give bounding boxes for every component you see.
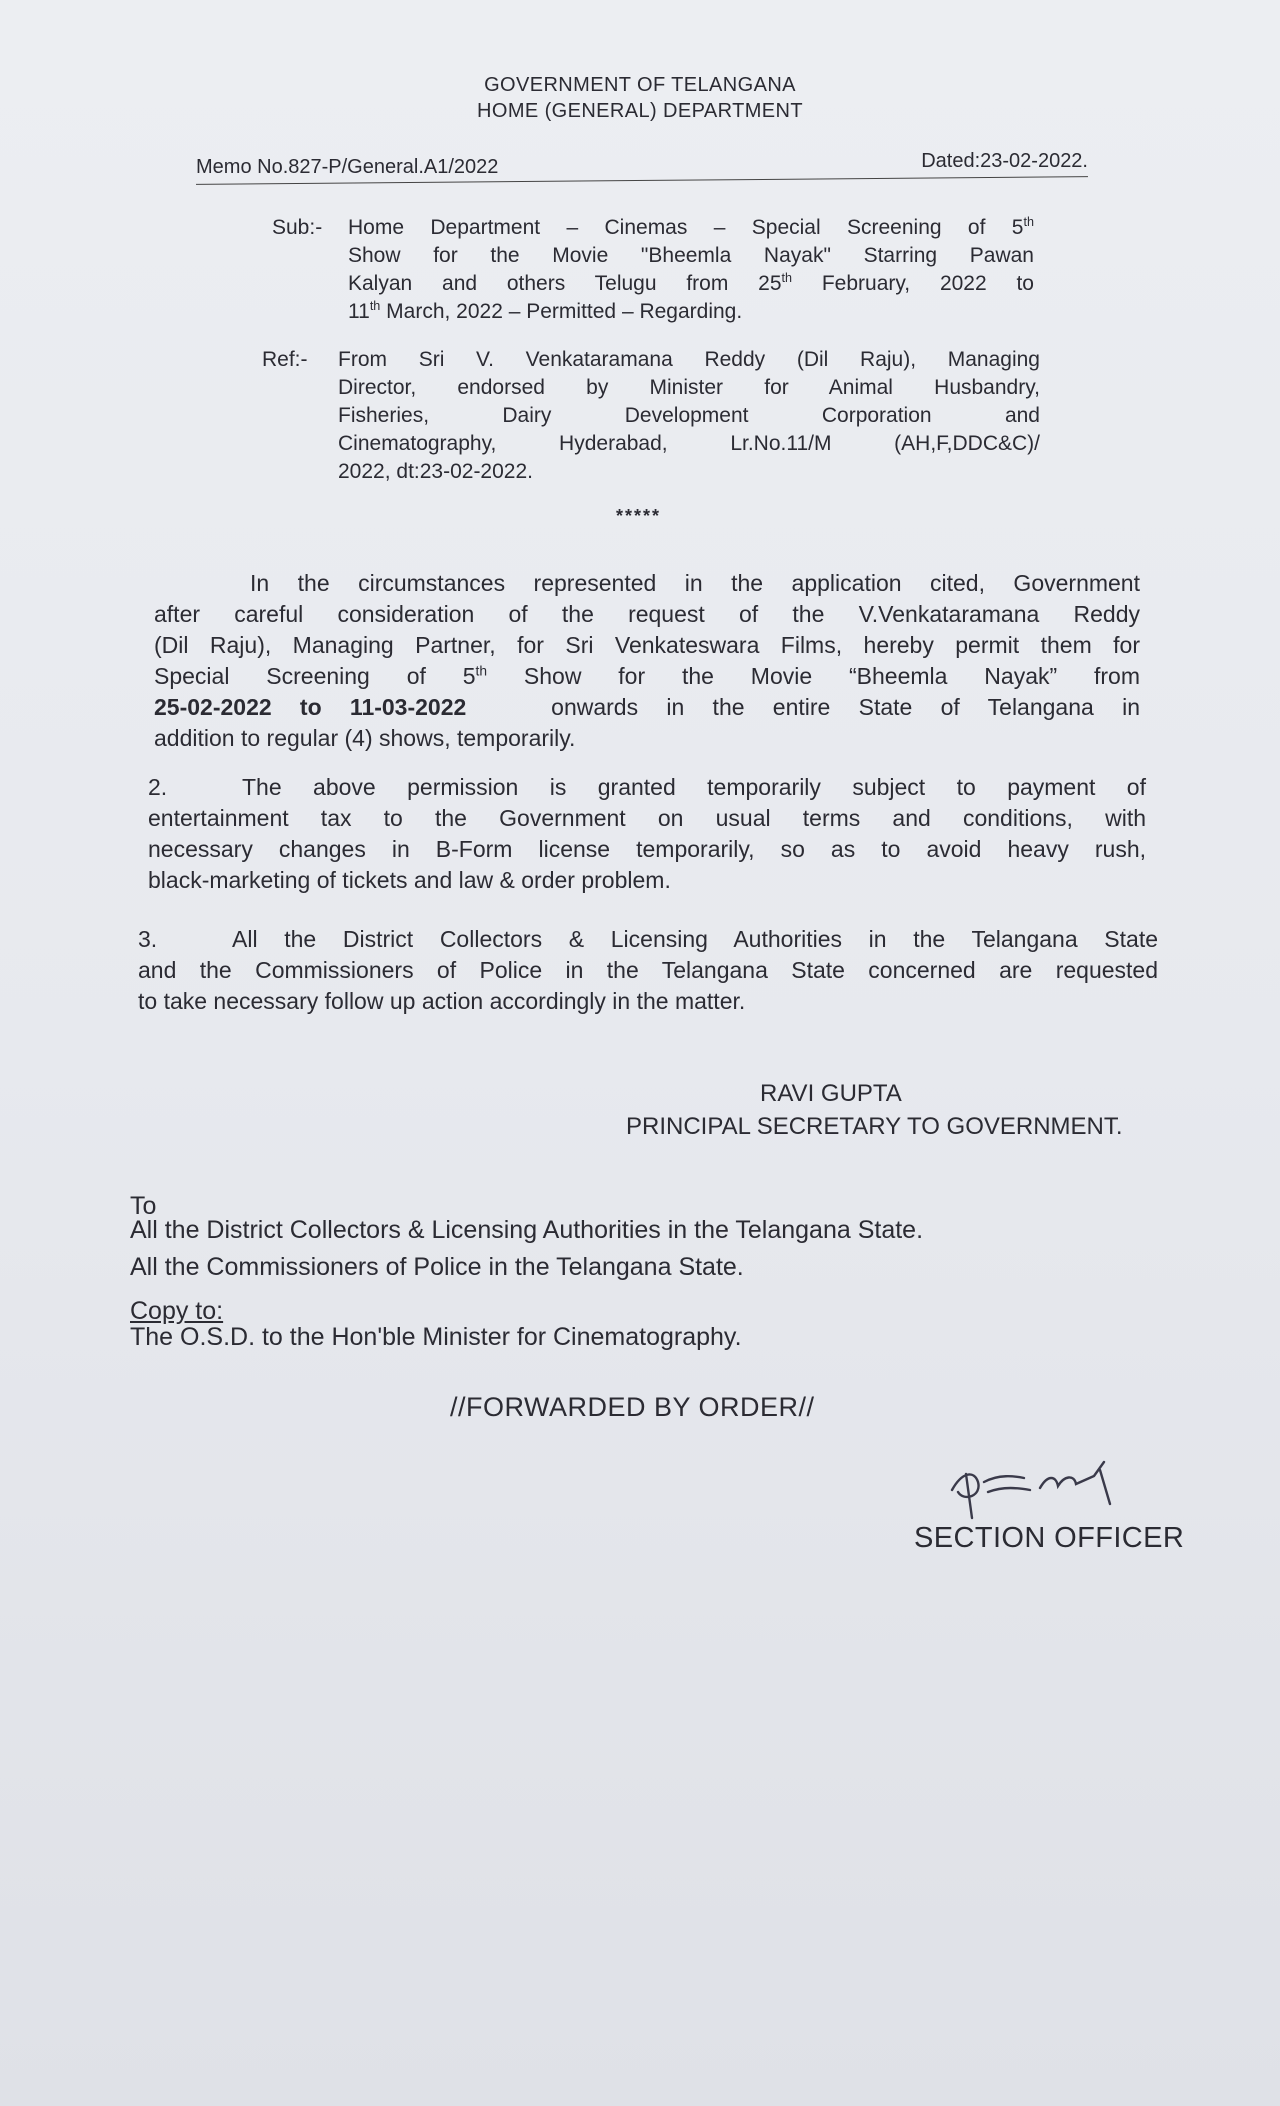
para2-line-4: black-marketing of tickets and law & order problem. (148, 867, 671, 893)
handwritten-signature (944, 1452, 1144, 1522)
para1-line-1: In the circumstances represented in the application cited, Government (250, 570, 1140, 596)
reference-block (262, 346, 1040, 486)
subject-line-4: 11th March, 2022 – Permitted – Regarding. (348, 299, 743, 323)
para3-line-2: and the Commissioners of Police in the Telangana State concerned are requested (138, 957, 1158, 983)
para2-line-3: necessary changes in B-Form license temporarily, so as to avoid heavy rush, (148, 836, 1146, 862)
signatory-name: RAVI GUPTA (760, 1080, 902, 1107)
subject-line-1: Home Department – Cinemas – Special Screening of 5th (348, 215, 1034, 239)
subject-line (348, 270, 1034, 298)
addressee-collectors: All the District Collectors & Licensing Authorities in the Telangana State. (130, 1216, 924, 1244)
signatory-designation: PRINCIPAL SECRETARY TO GOVERNMENT. (626, 1113, 1123, 1140)
forwarded-by-order: //FORWARDED BY ORDER// (450, 1392, 815, 1422)
addressee-police: All the Commissioners of Police in the Telangana State. (130, 1253, 744, 1281)
subject-line-3: Kalyan and others Telugu from 25th February, 2022 to (348, 271, 1034, 295)
to-label: To (130, 1192, 157, 1220)
para1-line-5 (154, 692, 1140, 723)
para3-number: 3. (138, 926, 158, 952)
paragraph-1 (154, 568, 1140, 754)
memo-row (196, 150, 1088, 182)
separator-stars: ***** (616, 506, 662, 526)
department-title: HOME (GENERAL) DEPARTMENT (477, 100, 803, 122)
subject-line (348, 298, 1034, 326)
para1-line (154, 661, 1140, 692)
para1-line-3: (Dil Raju), Managing Partner, for Sri Venkateswara Films, hereby permit them for (154, 632, 1140, 658)
reference-label: Ref:- (262, 348, 308, 371)
reference-line-4: Cinematography, Hyderabad, Lr.No.11/M (AH,F,DDC&C)/ (338, 432, 1040, 455)
paragraph-2 (148, 772, 1146, 896)
memo-number: Memo No.827-P/General.A1/2022 (196, 156, 499, 178)
para1-line-2: after careful consideration of the request of the V.Venkataramana Reddy (154, 601, 1140, 627)
permission-dates: 25-02-2022 to 11-03-2022 (154, 694, 467, 720)
para2-number: 2. (148, 774, 168, 800)
para2-line-2: entertainment tax to the Government on usual terms and conditions, with (148, 805, 1146, 831)
subject-label: Sub:- (272, 216, 323, 239)
reference-line-3: Fisheries, Dairy Development Corporation and (338, 404, 1040, 427)
copy-to-label: Copy to: (130, 1297, 224, 1325)
reference-line-1: From Sri V. Venkataramana Reddy (Dil Raju), Managing (338, 348, 1040, 371)
subject-block (272, 214, 1034, 326)
subject-line-2: Show for the Movie "Bheemla Nayak" Starring Pawan (348, 244, 1034, 267)
para1-line-4: Special Screening of 5th Show for the Movie “Bheemla Nayak” from (154, 663, 1140, 689)
section-officer: SECTION OFFICER (914, 1522, 1185, 1554)
para3-line-3: to take necessary follow up action accordingly in the matter. (138, 988, 746, 1014)
paragraph-3 (138, 924, 1158, 1017)
para1-line-5-rest: onwards in the entire State of Telangana in (551, 694, 1140, 720)
memo-date: Dated:23-02-2022. (921, 150, 1088, 172)
para2-line-1: The above permission is granted temporarily subject to payment of (242, 774, 1146, 800)
subject-line (348, 214, 1034, 242)
reference-line-5: 2022, dt:23-02-2022. (338, 460, 533, 483)
para3-line-1: All the District Collectors & Licensing Authorities in the Telangana State (232, 926, 1158, 952)
government-title: GOVERNMENT OF TELANGANA (484, 74, 796, 96)
para1-line-6: addition to regular (4) shows, temporarily. (154, 725, 576, 751)
copy-to-osd: The O.S.D. to the Hon'ble Minister for Cinematography. (130, 1323, 742, 1351)
reference-line-2: Director, endorsed by Minister for Animal Husbandry, (338, 376, 1040, 399)
para2-line (148, 772, 1146, 803)
para3-line (138, 924, 1158, 955)
